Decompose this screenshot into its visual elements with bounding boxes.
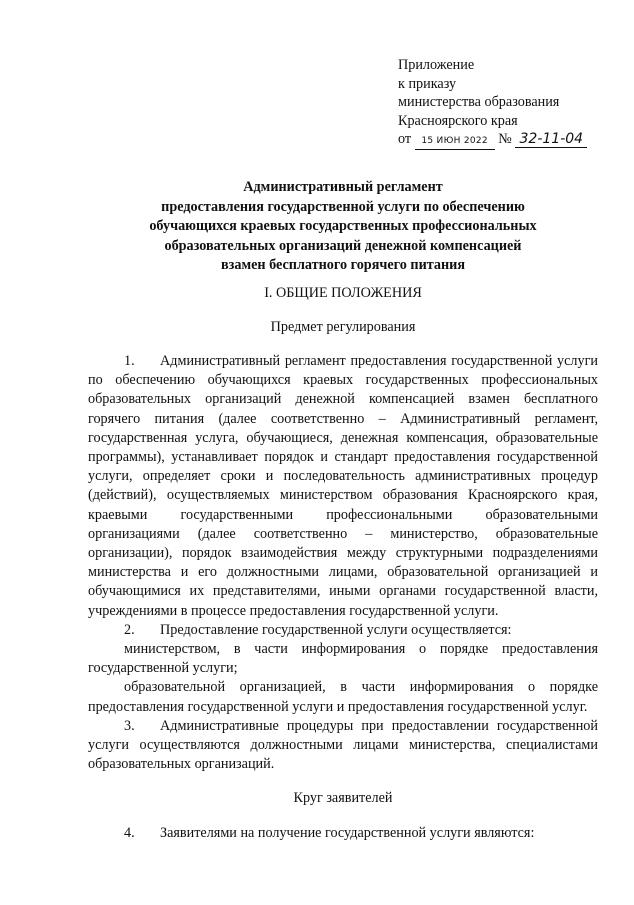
document-title (88, 178, 598, 276)
paragraph-number: 1. (124, 353, 135, 369)
from-label: от (398, 131, 412, 147)
section-heading: I. ОБЩИЕ ПОЛОЖЕНИЯ (264, 285, 422, 301)
paragraph-text: образовательной организацией, в части информирования о порядке предоставления государственной услуги и предоставления государственной услуг. (88, 679, 598, 715)
paragraph-text: Административные процедуры при предоставлении государственной услуги осуществляются должностными лицами министерства, специалистами образовательных организаций. (88, 717, 598, 773)
appendix-line-4: Красноярского края (398, 112, 518, 129)
order-date-stamp: 15 ИЮН 2022 (415, 134, 495, 150)
subsection-heading-applicants: Круг заявителей (293, 790, 393, 806)
appendix-date-line (398, 130, 587, 150)
appendix-line-1: Приложение (398, 57, 475, 73)
order-number-handwritten: 32-11-04 (515, 132, 587, 148)
paragraph-1 (88, 352, 598, 621)
number-label: № (498, 131, 512, 147)
title-line-2: предоставления государственной услуги по обеспечению (161, 198, 525, 215)
subsection-heading-subject: Предмет регулирования (270, 319, 416, 335)
paragraph-text: Заявителями на получение государственной услуги являются: (160, 825, 535, 841)
paragraph-2b (88, 678, 598, 716)
paragraph-text: Административный регламент предоставления государственной услуги по обеспечению обучающихся краевых государственных профессиональных образовательных организаций денежной компенсацией взамен бесплатного горячего питания (далее соответственно – Административный регламент, государственная услуга, обучающиеся, денежная компенсация, образовательные программы), устанавливает порядок и стандарт предоставления государственной услуги, определяет сроки и последовательность административных процедур (действий), осуществляемых министерством образования Красноярского края, краевыми государственными профессиональными образовательными организациями (далее соответственно – министерство, образовательные организации), порядок взаимодействия между структурными подразделениями министерства и его должностными лицами, образовательной организацией и обучающимися их представителями, иными органами государственной власти, учреждениями в процессе предоставления государственной услуги. (88, 353, 598, 619)
title-line-1: Административный регламент (243, 179, 443, 195)
body-text (88, 352, 598, 774)
paragraph-2a (88, 640, 598, 678)
paragraph-number: 4. (124, 825, 135, 841)
appendix-line-3: министерства образования (398, 94, 560, 110)
paragraph-number: 2. (124, 621, 135, 638)
appendix-block (398, 56, 587, 150)
title-line-3: обучающихся краевых государственных профессиональных (149, 218, 537, 234)
title-line-5: взамен бесплатного горячего питания (220, 257, 466, 273)
paragraph-text: министерством, в части информирования о порядке предоставления государственной услуги; (88, 641, 598, 677)
title-line-4: образовательных организаций денежной компенсацией (164, 237, 522, 254)
appendix-line-2: к приказу (398, 75, 457, 92)
paragraph-2 (88, 621, 598, 640)
paragraph-text: Предоставление государственной услуги осуществляется: (160, 621, 512, 638)
paragraph-number: 3. (124, 717, 135, 734)
paragraph-4 (124, 825, 534, 842)
paragraph-3 (88, 717, 598, 775)
